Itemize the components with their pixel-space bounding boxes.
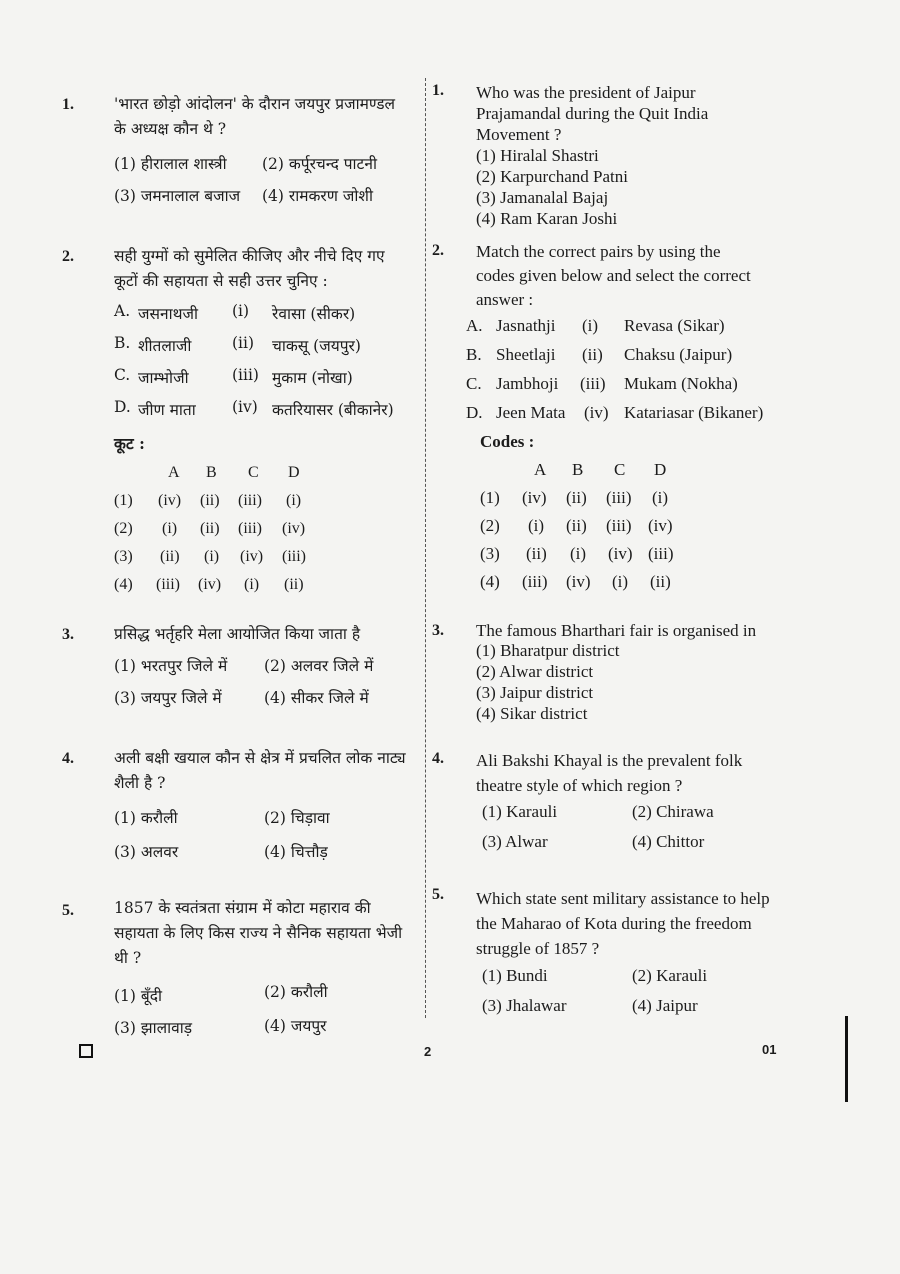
- pair-letter: C.: [114, 366, 131, 384]
- pair-right: कतरियासर (बीकानेर): [272, 401, 394, 419]
- margin-bar-mark: [845, 1016, 848, 1102]
- question-text: अली बक्षी खयाल कौन से क्षेत्र में प्रचलित लोक नाट्य शैली है ?: [114, 749, 406, 792]
- question-text: The famous Bharthari fair is organised in: [476, 621, 757, 640]
- question-text: Which state sent military assistance to help the Maharao of Kota during the freedom struggle of 1857 ?: [476, 889, 770, 958]
- question-number: 4.: [432, 750, 444, 767]
- code-a: (ii): [526, 544, 547, 563]
- pair-right: Revasa (Sikar): [624, 316, 725, 335]
- pair-right: Mukam (Nokha): [624, 374, 738, 393]
- codes-col-c: C: [614, 460, 626, 479]
- question-text: 'भारत छोड़ो आंदोलन' के दौरान जयपुर प्रजामण्डल के अध्यक्ष कौन थे ?: [114, 95, 396, 138]
- code-d: (i): [286, 492, 302, 509]
- code-a: (i): [528, 516, 545, 535]
- page-number: 2: [424, 1044, 432, 1059]
- code-c: (i): [244, 576, 260, 593]
- question-number: 3.: [62, 626, 74, 643]
- option-2: (2) चिड़ावा: [264, 809, 330, 827]
- question-number: 4.: [62, 750, 74, 767]
- code-option: (4): [114, 576, 133, 593]
- pair-letter: B.: [114, 334, 131, 352]
- option-3: (3) जयपुर जिले में: [114, 689, 222, 707]
- option-3: (3) झालावाड़: [114, 1019, 193, 1037]
- option-2: (2) कर्पूरचन्द पाटनी: [262, 155, 377, 173]
- question-number: 1.: [432, 82, 444, 99]
- pair-roman: (iii): [580, 374, 606, 393]
- pair-letter: C.: [466, 374, 482, 393]
- question-text: Who was the president of Jaipur Prajamandal during the Quit India Movement ?: [476, 83, 709, 144]
- pair-roman: (i): [232, 302, 250, 320]
- option-4: (4) जयपुर: [264, 1017, 327, 1035]
- option-1: (1) करौली: [114, 809, 178, 827]
- code-b: (ii): [200, 520, 220, 537]
- pair-right: रेवासा (सीकर): [272, 305, 356, 323]
- code-c: (iii): [606, 516, 632, 535]
- code-option: (3): [114, 548, 133, 565]
- question-text: प्रसिद्ध भर्तृहरि मेला आयोजित किया जाता है: [114, 625, 361, 643]
- option-3: (3) Jamanalal Bajaj: [476, 188, 609, 207]
- code-c: (iv): [240, 548, 264, 565]
- column-divider: [425, 78, 427, 1018]
- pair-right: Chaksu (Jaipur): [624, 345, 733, 364]
- pair-left: Sheetlaji: [496, 345, 556, 364]
- option-4: (4) Chittor: [632, 832, 705, 851]
- pair-roman: (ii): [582, 345, 603, 364]
- pair-left: जीण माता: [138, 401, 196, 419]
- pair-left: Jambhoji: [496, 374, 559, 393]
- codes-label: कूट :: [114, 434, 145, 453]
- codes-col-a: A: [534, 460, 547, 479]
- option-3: (3) Jhalawar: [482, 996, 567, 1015]
- option-2: (2) Karpurchand Patni: [476, 167, 629, 186]
- code-b: (ii): [566, 516, 587, 535]
- pair-roman: (iv): [232, 398, 258, 416]
- code-option: (2): [480, 516, 500, 535]
- option-2: (2) Karauli: [632, 966, 708, 985]
- question-text: सही युग्मों को सुमेलित कीजिए और नीचे दिए गए कूटों की सहायता से सही उत्तर चुनिए :: [114, 247, 385, 290]
- codes-col-d: D: [288, 464, 300, 481]
- option-2: (2) करौली: [264, 983, 328, 1001]
- pair-roman: (iii): [232, 366, 259, 384]
- code-b: (iv): [566, 572, 591, 591]
- question-number: 1.: [62, 96, 74, 113]
- option-1: (1) भरतपुर जिले में: [114, 657, 228, 675]
- option-2: (2) Alwar district: [476, 662, 594, 681]
- code-a: (iii): [156, 576, 180, 593]
- codes-col-b: B: [572, 460, 584, 479]
- option-4: (4) चित्तौड़: [264, 843, 328, 861]
- codes-col-c: C: [248, 464, 259, 481]
- code-b: (ii): [566, 488, 587, 507]
- option-3: (3) अलवर: [114, 843, 179, 861]
- code-d: (iv): [648, 516, 673, 535]
- booklet-code: 01: [762, 1042, 777, 1057]
- code-b: (iv): [198, 576, 222, 593]
- pair-left: Jeen Mata: [496, 403, 566, 422]
- option-4: (4) Jaipur: [632, 996, 698, 1015]
- code-option: (4): [480, 572, 500, 591]
- option-3: (3) Alwar: [482, 832, 548, 851]
- pair-letter: B.: [466, 345, 482, 364]
- option-4: (4) Sikar district: [476, 704, 588, 723]
- code-option: (1): [480, 488, 500, 507]
- code-option: (3): [480, 544, 500, 563]
- question-text: 1857 के स्वतंत्रता संग्राम में कोटा महाराव की सहायता के लिए किस राज्य ने सैनिक सहायता भेजी थी ?: [114, 899, 403, 967]
- code-b: (i): [204, 548, 220, 565]
- code-c: (iii): [238, 492, 262, 509]
- question-number: 3.: [432, 622, 444, 639]
- codes-col-a: A: [168, 464, 180, 481]
- codes-label: Codes :: [480, 432, 535, 451]
- option-1: (1) Bharatpur district: [476, 641, 620, 660]
- pair-left: जाम्भोजी: [138, 369, 189, 387]
- pair-left: जसनाथजी: [138, 305, 199, 323]
- pair-left: Jasnathji: [496, 316, 556, 335]
- code-c: (iv): [608, 544, 633, 563]
- option-1: (1) Bundi: [482, 966, 548, 985]
- code-c: (iii): [238, 520, 262, 537]
- codes-col-b: B: [206, 464, 217, 481]
- code-d: (i): [652, 488, 669, 507]
- pair-letter: A.: [466, 316, 483, 335]
- code-a: (iv): [158, 492, 182, 509]
- question-number: 5.: [432, 886, 444, 903]
- option-1: (1) Hiralal Shastri: [476, 146, 599, 165]
- pair-left: शीतलाजी: [138, 337, 192, 355]
- question-number: 2.: [62, 248, 74, 265]
- code-d: (ii): [650, 572, 671, 591]
- code-d: (ii): [284, 576, 304, 593]
- pair-roman: (ii): [232, 334, 255, 352]
- code-d: (iii): [282, 548, 306, 565]
- code-option: (2): [114, 520, 133, 537]
- code-d: (iii): [648, 544, 674, 563]
- question-text: Match the correct pairs by using the codes given below and select the correct answer :: [476, 242, 751, 309]
- option-2: (2) Chirawa: [632, 802, 714, 821]
- option-1: (1) Karauli: [482, 802, 558, 821]
- code-a: (iv): [522, 488, 547, 507]
- pair-roman: (iv): [584, 403, 609, 422]
- code-a: (iii): [522, 572, 548, 591]
- option-3: (3) जमनालाल बजाज: [114, 187, 241, 205]
- question-text: Ali Bakshi Khayal is the prevalent folk theatre style of which region ?: [476, 751, 743, 795]
- option-3: (3) Jaipur district: [476, 683, 594, 702]
- code-d: (iv): [282, 520, 306, 537]
- pair-roman: (i): [582, 316, 599, 335]
- pair-letter: D.: [114, 398, 131, 416]
- square-marker-icon: [79, 1044, 93, 1058]
- code-a: (i): [162, 520, 178, 537]
- option-1: (1) बूँदी: [114, 987, 162, 1005]
- pair-letter: A.: [114, 302, 131, 320]
- option-2: (2) अलवर जिले में: [264, 657, 374, 675]
- pair-right: Katariasar (Bikaner): [624, 403, 764, 422]
- question-number: 5.: [62, 902, 74, 919]
- question-number: 2.: [432, 242, 444, 259]
- option-4: (4) रामकरण जोशी: [262, 187, 373, 205]
- option-4: (4) सीकर जिले में: [264, 689, 369, 707]
- code-option: (1): [114, 492, 133, 509]
- code-c: (iii): [606, 488, 632, 507]
- option-4: (4) Ram Karan Joshi: [476, 209, 618, 228]
- code-b: (i): [570, 544, 587, 563]
- pair-letter: D.: [466, 403, 483, 422]
- pair-right: मुकाम (नोखा): [272, 369, 353, 387]
- option-1: (1) हीरालाल शास्त्री: [114, 155, 227, 173]
- codes-col-d: D: [654, 460, 667, 479]
- code-b: (ii): [200, 492, 220, 509]
- code-a: (ii): [160, 548, 180, 565]
- code-c: (i): [612, 572, 629, 591]
- pair-right: चाकसू (जयपुर): [272, 337, 361, 355]
